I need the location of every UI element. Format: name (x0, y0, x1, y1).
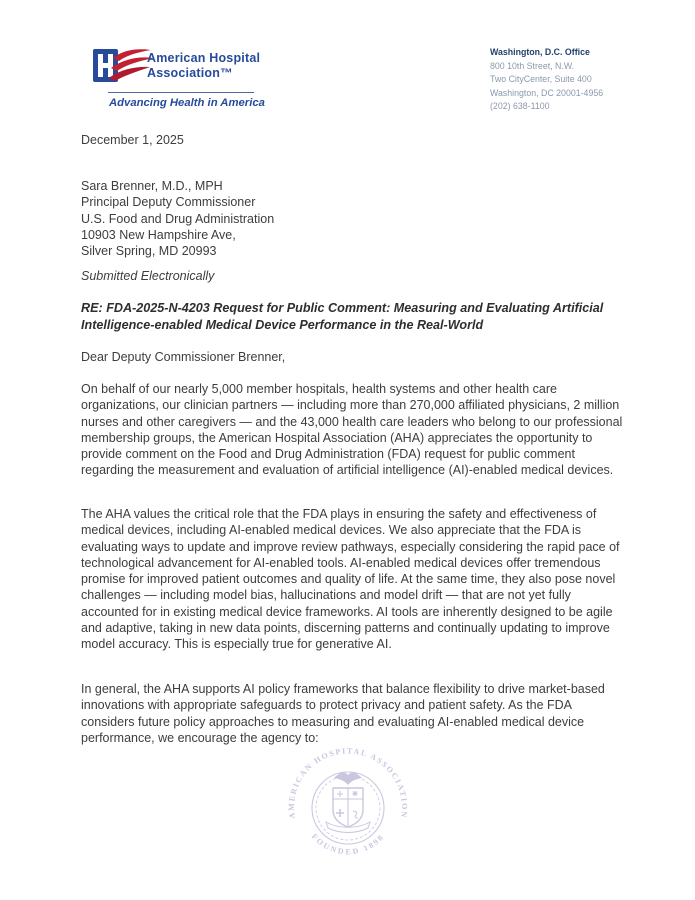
recipient-org: U.S. Food and Drug Administration (81, 211, 275, 226)
seal-arc-bottom-text: FOUNDED 1898 (309, 831, 387, 857)
office-address-line: Washington, DC 20001-4956 (490, 87, 604, 98)
recipient-city: Silver Spring, MD 20993 (81, 244, 217, 259)
salutation: Dear Deputy Commissioner Brenner, (81, 350, 286, 364)
aha-logo (93, 44, 293, 88)
body-paragraph-2: The AHA values the critical role that the FDA plays in ensuring the safety and effectiveness of medical devices, including AI-enabled medical devices. We also appreciate that the FDA is evaluating ways to update and improve review pathways, especially considering the rapid pace of technological advancement for AI-enabled tools. AI-enabled medical devices offer tremendous promise for improved patient outcomes and quality of life. At the same time, they also pose novel challenges — including model bias, hallucinations and model drift — that are not yet fully accounted for in existing medical device frameworks. AI tools are inherently designed to be agile and adaptive, taking in new data points, discerning patterns and continually updating to improve model accuracy. This is especially true for generative AI. (81, 507, 620, 652)
office-address-line: Two CityCenter, Suite 400 (490, 74, 592, 85)
body-paragraph-3: In general, the AHA supports AI policy frameworks that balance flexibility to drive market-based innovations with appropriate safeguards to protect privacy and patient safety. As the FDA considers future policy approaches to measuring and evaluating AI-enabled medical device performance, we encourage the agency to: (81, 682, 605, 745)
seal-arc-top-text: AMERICAN HOSPITAL ASSOCIATION (286, 746, 410, 820)
body-paragraph-1: On behalf of our nearly 5,000 member hospitals, health systems and other health care organizations, our clinician partners — including more than 270,000 affiliated physicians, 2 million nurses and other caregivers — and the 43,000 health care leaders who belong to our professional membership groups, the American Hospital Association (AHA) appreciates the opportunity to provide comment on the Food and Drug Administration (FDA) request for public comment regarding the measurement and evaluation of artificial intelligence (AI)-enabled medical devices. (81, 382, 623, 478)
aha-letterhead (93, 44, 293, 109)
recipient-address (81, 178, 274, 259)
org-name (147, 51, 260, 81)
office-address-block (490, 46, 603, 113)
seal-icon (286, 746, 410, 870)
office-title: Washington, D.C. Office (490, 47, 590, 57)
re-subject-line: RE: FDA-2025-N-4203 Request for Public Comment: Measuring and Evaluating Artificial Intelligence-enabled Medical Device Performance in the Real-World (81, 301, 604, 332)
recipient-title: Principal Deputy Commissioner (81, 195, 256, 210)
recipient-name: Sara Brenner, M.D., MPH (81, 179, 223, 193)
office-address-line: 800 10th Street, N.W. (490, 61, 575, 72)
org-tagline: Advancing Health in America (109, 97, 265, 109)
aha-watermark-seal (286, 746, 410, 870)
submitted-note: Submitted Electronically (81, 269, 215, 283)
letter-date: December 1, 2025 (81, 133, 184, 147)
org-name-line2: Association™ (147, 66, 233, 80)
office-phone: (202) 638-1100 (490, 100, 550, 111)
recipient-street: 10903 New Hampshire Ave, (81, 227, 236, 242)
org-name-line1: American Hospital (147, 51, 261, 65)
